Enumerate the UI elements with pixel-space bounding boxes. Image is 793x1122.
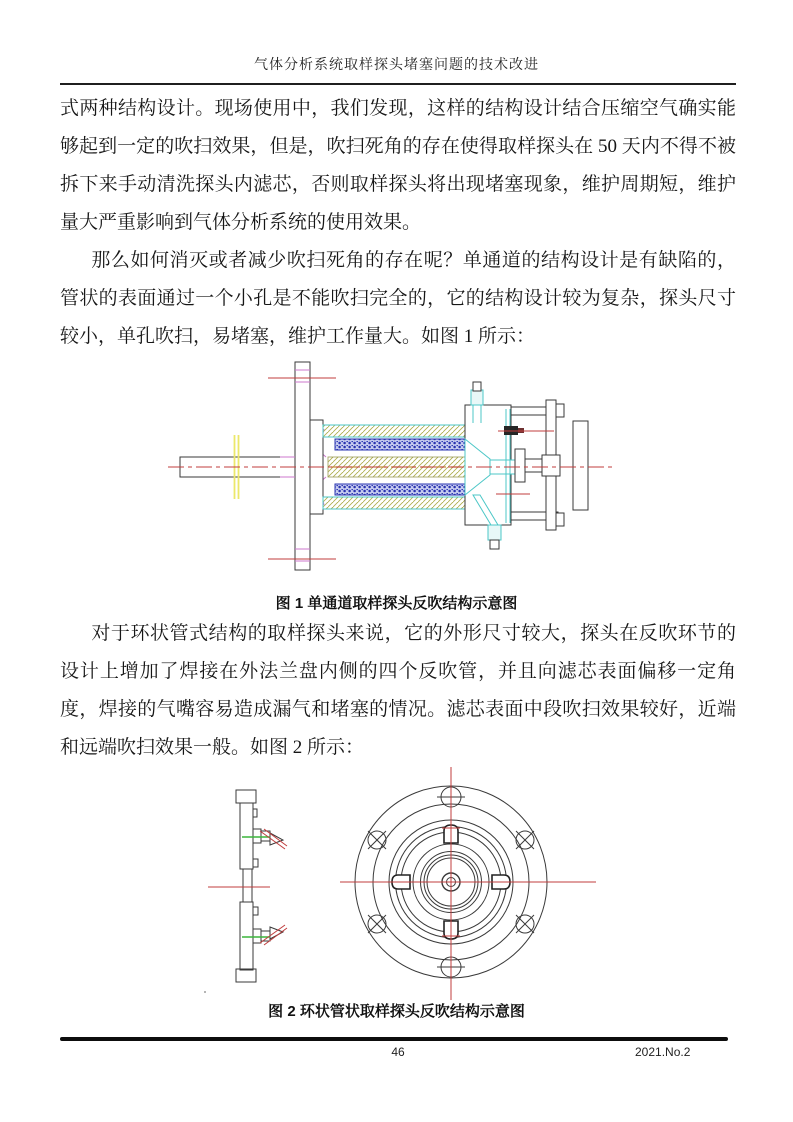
fig2-side-nozzle-bottom bbox=[242, 925, 287, 945]
footer-page-number: 46 bbox=[391, 1045, 405, 1059]
fig2-centerlines bbox=[340, 767, 596, 1000]
fig2-front-view bbox=[340, 767, 596, 1000]
fig1-body-block bbox=[465, 405, 515, 525]
page-header-title: 气体分析系统取样探头堵塞问题的技术改进 bbox=[254, 58, 539, 73]
header-rule bbox=[60, 83, 736, 85]
paragraph-1: 式两种结构设计。现场使用中，我们发现，这样的结构设计结合压缩空气确实能够起到一定的吹扫效果，但是，吹扫死角的存在使得取样探头在 50 天内不得不被拆下来手动清洗探头内滤芯，否则取样探头将出现堵塞现象，维护周期短，维护量大严重影响到气体分析系统的使用效果。 bbox=[60, 98, 736, 233]
paragraph-3: 对于环状管式结构的取样探头来说，它的外形尺寸较大，探头在反吹环节的设计上增加了焊接在外法兰盘内侧的四个反吹管，并且向滤芯表面偏移一定角度，焊接的气嘴容易造成漏气和堵塞的情况。滤芯表面中段吹扫效果较好，近端和远端吹扫效果一般。如图 2 所示： bbox=[60, 623, 736, 758]
fig1-right-assembly bbox=[511, 400, 588, 530]
fig1-bottom-stub bbox=[488, 525, 501, 549]
figure-1-caption: 图 1 单通道取样探头反吹结构示意图 bbox=[275, 595, 518, 612]
figure-1-drawing bbox=[168, 357, 638, 587]
fig1-top-stub bbox=[471, 382, 483, 405]
paragraph-2: 那么如何消灭或者减少吹扫死角的存在呢？单通道的结构设计是有缺陷的，管状的表面通过一个小孔是不能吹扫完全的，它的结构设计较为复杂，探头尺寸较小，单孔吹扫，易堵塞，维护工作量大。如图 1 所示： bbox=[60, 250, 736, 347]
footer-rule bbox=[60, 1037, 728, 1041]
footer-issue-number: 2021.No.2 bbox=[635, 1045, 691, 1059]
figure-2-drawing bbox=[190, 767, 610, 1005]
fig1-flange-plate bbox=[295, 362, 310, 570]
figure-2-caption: 图 2 环状管状取样探头反吹结构示意图 bbox=[268, 1003, 525, 1020]
fig2-side-nozzle-top bbox=[242, 829, 287, 849]
fig2-side-view bbox=[204, 790, 287, 993]
